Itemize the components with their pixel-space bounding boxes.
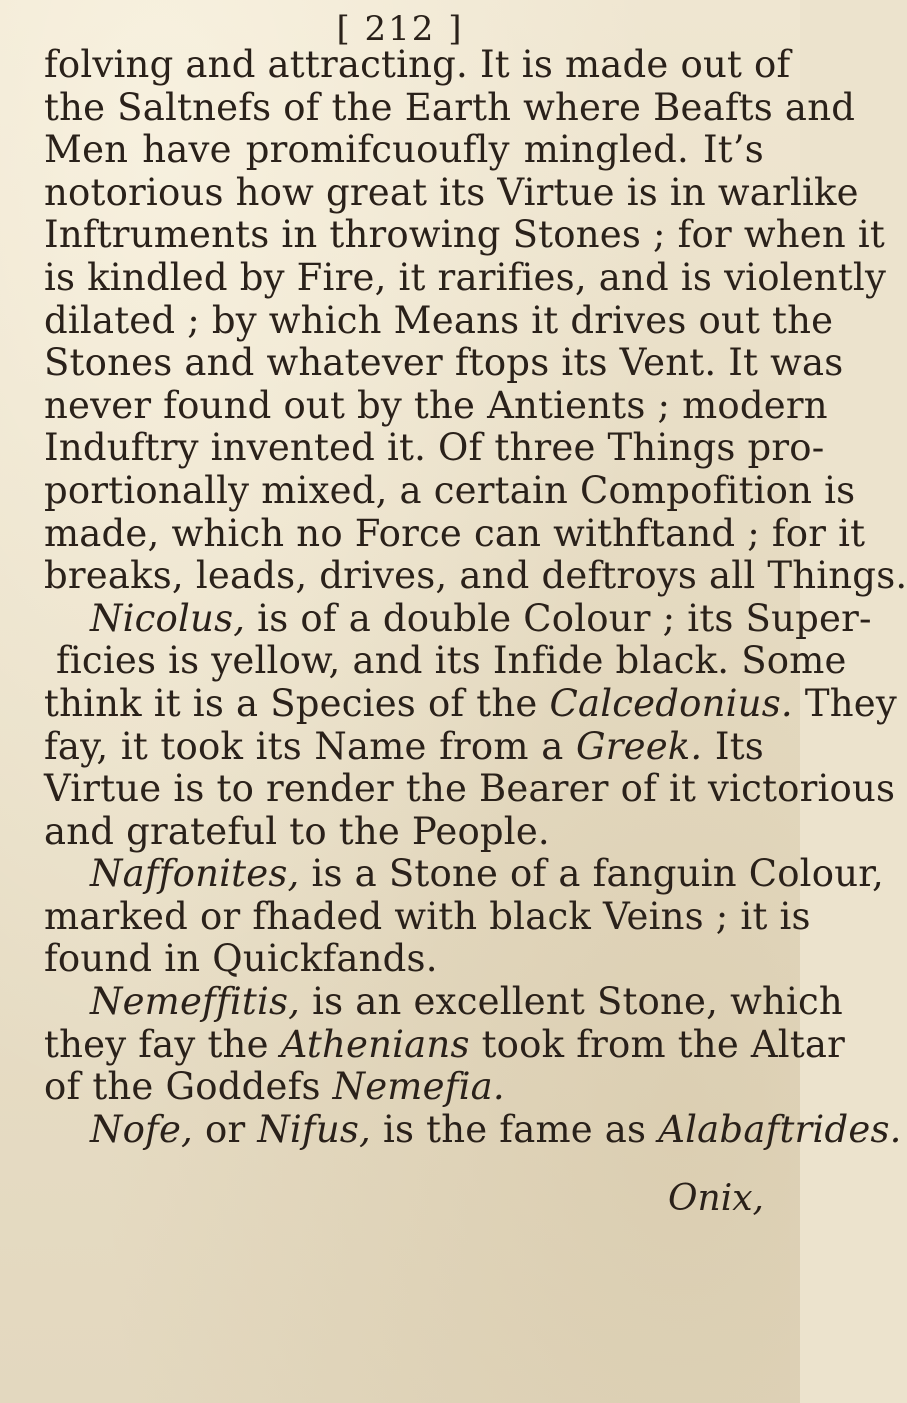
- text-line: dilated ; by which Means it drives out the: [44, 298, 834, 342]
- entry-nemeffitis-line: Nemeffitis, is an excellent Stone, which: [90, 980, 843, 1024]
- text-line: Inftruments in throwing Stones ; for when it: [44, 213, 885, 257]
- text-line: the Saltnefs of the Earth where Beafts and: [44, 85, 856, 129]
- text-line: Virtue is to render the Bearer of it victorious: [44, 767, 896, 811]
- text-line: notorious how great its Virtue is in warlike: [44, 170, 859, 214]
- text-line: Induftry invented it. Of three Things pro-: [44, 426, 825, 470]
- stone-name: Nicolus,: [90, 596, 246, 640]
- text-line: never found out by the Antients ; modern: [44, 383, 828, 427]
- language-name: Greek.: [575, 724, 703, 768]
- text-line: made, which no Force can withftand ; for it: [44, 511, 866, 555]
- text-line: think it is a Species of the Calcedonius. They: [44, 681, 897, 725]
- stone-name: Nifus,: [257, 1107, 371, 1151]
- text-line: ficies is yellow, and its Infide black. Some: [56, 639, 847, 683]
- text-line: portionally mixed, a certain Compofition is: [44, 468, 856, 512]
- stone-name: Alabaftrides.: [658, 1107, 902, 1151]
- stone-name: Nemeffitis,: [90, 980, 301, 1024]
- text-line: they fay the Athenians took from the Altar: [44, 1022, 846, 1066]
- text-line: is kindled by Fire, it rarifies, and is violently: [44, 255, 887, 299]
- catchword: Onix,: [668, 1178, 764, 1219]
- text-line: and grateful to the People.: [44, 809, 550, 853]
- entry-nofe-line: Nofe, or Nifus, is the fame as Alabaftrides.: [90, 1107, 902, 1151]
- entry-naffonites-line: Naffonites, is a Stone of a fanguin Colour,: [90, 852, 885, 896]
- text-line: folving and attracting. It is made out of: [44, 43, 791, 86]
- text-line: found in Quickfands.: [44, 937, 438, 981]
- text-line: marked or fhaded with black Veins ; it is: [44, 894, 811, 938]
- people-name: Athenians: [280, 1022, 470, 1066]
- entry-nicolus-line: Nicolus, is of a double Colour ; its Super-: [90, 596, 872, 640]
- stone-name: Naffonites,: [90, 852, 300, 896]
- stone-name: Nofe,: [90, 1107, 194, 1151]
- page-number: [ 212 ]: [336, 9, 464, 49]
- text-line: breaks, leads, drives, and deftroys all Things.: [44, 554, 907, 598]
- text-line: Men have promifcuoufly mingled. It’s: [44, 128, 764, 172]
- text-line: of the Goddefs Nemefia.: [44, 1065, 505, 1109]
- body-text: [44, 43, 907, 1151]
- text-line: Stones and whatever ftops its Vent. It was: [44, 341, 844, 385]
- goddess-name: Nemefia.: [332, 1065, 505, 1109]
- text-line: fay, it took its Name from a Greek. Its: [44, 724, 764, 768]
- stone-name: Calcedonius.: [549, 681, 793, 725]
